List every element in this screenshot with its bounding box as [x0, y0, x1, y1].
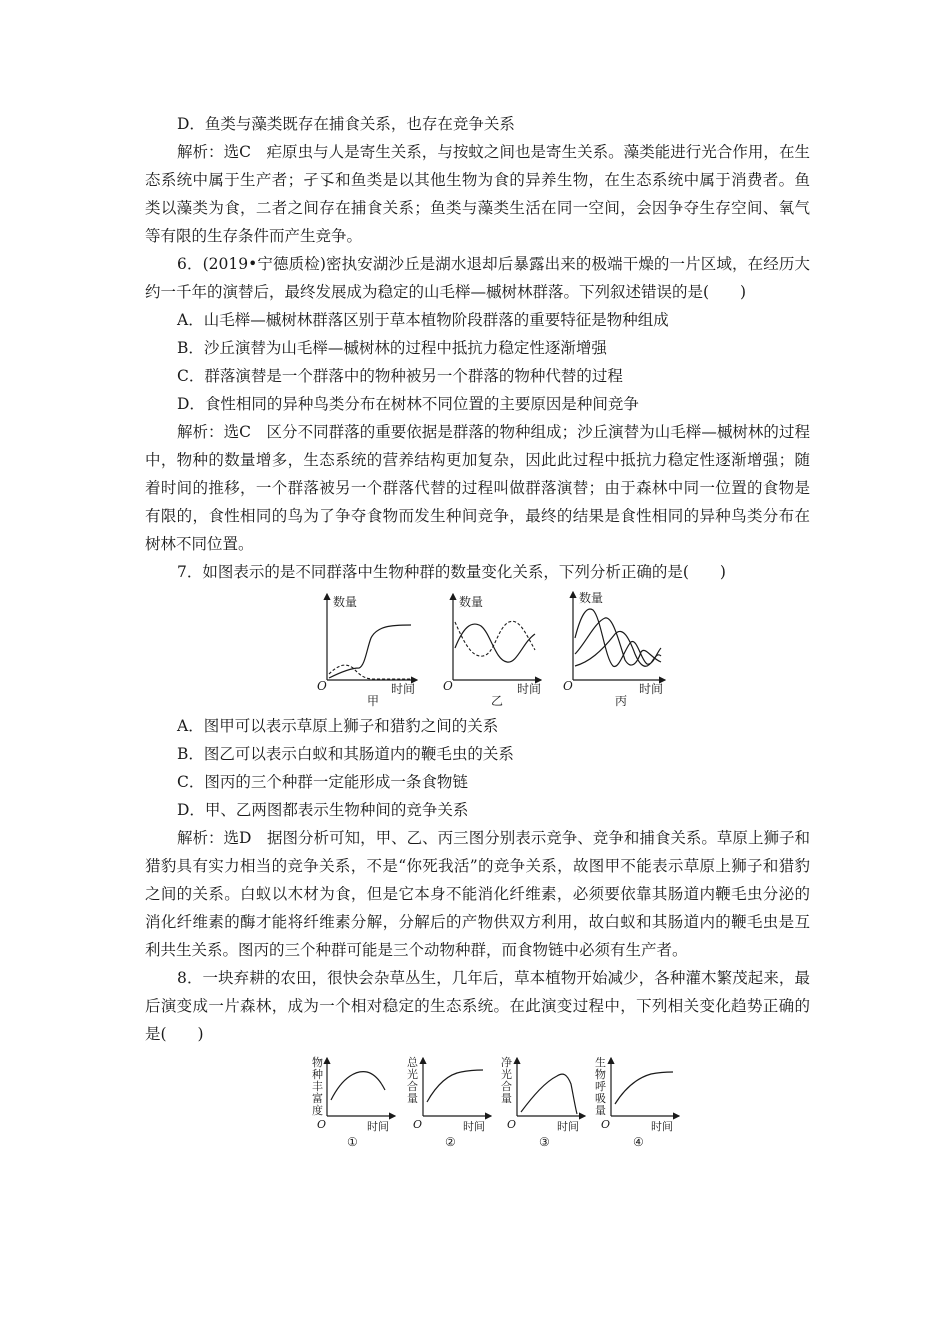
q8-p2-origin: O: [413, 1118, 423, 1131]
q8-p1-origin: O: [317, 1118, 327, 1131]
q7-option-d: D．甲、乙两图都表示生物种间的竞争关系: [177, 801, 469, 819]
q8-p2-caption: ②: [445, 1135, 456, 1149]
q7-jia-caption: 甲: [367, 694, 380, 708]
q7-yi-ylabel: 数量: [459, 595, 484, 609]
q8-panel-4: [595, 1055, 679, 1149]
q7-bing-caption: 丙: [615, 694, 628, 708]
q8-p3-ylabel-2: 光: [501, 1068, 512, 1081]
q7-bing-curve-2: [575, 618, 661, 665]
q8-p4-ylabel-5: 量: [595, 1104, 606, 1117]
q8-p2-ylabel-2: 光: [407, 1068, 418, 1081]
q8-p4-ylabel-2: 物: [595, 1068, 606, 1081]
q7-bing-origin: O: [563, 679, 573, 693]
q8-panel-2: [407, 1056, 491, 1149]
q6-option-c: C．群落演替是一个群落中的物种被另一个群落的物种代替的过程: [177, 367, 623, 385]
q8-p1-ylabel-3: 丰: [312, 1080, 323, 1093]
q7-figure-svg: [145, 588, 810, 708]
q7-jia-origin: O: [317, 679, 327, 693]
q7-yi-origin: O: [443, 679, 453, 693]
q6-option-d: D．食性相同的异种鸟类分布在树林不同位置的主要原因是种间竞争: [177, 395, 639, 413]
q7-jia-curve-solid: [329, 625, 411, 678]
q8-p1-ylabel-5: 度: [312, 1104, 323, 1117]
q8-p1-ylabel-1: 物: [312, 1056, 323, 1069]
q7-bing-xlabel: 时间: [639, 682, 664, 696]
q8-p3-ylabel-3: 合: [501, 1080, 512, 1093]
q8-p3-ylabel-1: 净: [501, 1056, 512, 1069]
q8-p4-ylabel-1: 生: [595, 1056, 606, 1069]
q6-stem: 6．(2019•宁德质检)密执安湖沙丘是湖水退却后暴露出来的极端干燥的一片区域，在经历大约一千年的演替后，最终发展成为稳定的山毛榉—槭树林群落。下列叙述错误的是( ): [145, 255, 810, 301]
q6-analysis: 解析：选C 区分不同群落的重要依据是群落的物种组成；沙丘演替为山毛榉—槭树林的过程中，物种的数量增多，生态系统的营养结构更加复杂，因此此过程中抵抗力稳定性逐渐增强；随着时间的推移，一个群落被另一个群落代替的过程叫做群落演替；由于森林中同一位置的食物是有限的，食性相同的鸟为了争夺食物而发生种间竞争，最终的结果是食性相同的异种鸟类分布在树林不同位置。: [145, 423, 810, 553]
q5-option-d: D．鱼类与藻类既存在捕食关系，也存在竞争关系: [177, 115, 515, 133]
q8-panel-3: [501, 1055, 585, 1149]
q8-p2-curve: [427, 1070, 483, 1102]
q8-p1-xlabel: 时间: [367, 1120, 389, 1133]
q8-panel-1: [312, 1055, 395, 1149]
q8-p4-ylabel-3: 呼: [595, 1080, 606, 1093]
q7-jia-ylabel: 数量: [333, 595, 358, 609]
q7-option-c: C．图丙的三个种群一定能形成一条食物链: [177, 773, 468, 791]
q7-panel-bing: [563, 590, 665, 708]
q8-p3-xlabel: 时间: [557, 1120, 579, 1133]
q8-p3-ylabel-4: 量: [501, 1092, 512, 1105]
q7-panel-yi: [443, 594, 541, 708]
q6-option-b: B．沙丘演替为山毛榉—槭树林的过程中抵抗力稳定性逐渐增强: [177, 339, 607, 357]
q7-option-a: A．图甲可以表示草原上狮子和猎豹之间的关系: [177, 717, 499, 735]
document-page: [145, 110, 810, 1156]
q8-figure-svg: [145, 1054, 810, 1152]
q7-analysis: 解析：选D 据图分析可知，甲、乙、丙三图分别表示竞争、竞争和捕食关系。草原上狮子和猎豹具有实力相当的竞争关系，不是“你死我活”的竞争关系，故图甲不能表示草原上狮子和猎豹之间的关系。白蚁以木材为食，但是它本身不能消化纤维素，必须要依靠其肠道内鞭毛虫分泌的消化纤维素的酶才能将纤维素分解，分解后的产物供双方利用，故白蚁和其肠道内的鞭毛虫是互利共生关系。图丙的三个种群可能是三个动物种群，而食物链中必须有生产者。: [145, 829, 810, 959]
q7-bing-ylabel: 数量: [579, 591, 604, 605]
q8-p4-curve: [615, 1072, 673, 1104]
q7-yi-caption: 乙: [491, 694, 504, 708]
q6-option-a: A．山毛榉—槭树林群落区别于草本植物阶段群落的重要特征是物种组成: [177, 311, 669, 329]
q8-p4-ylabel-4: 吸: [595, 1092, 606, 1105]
q8-p2-ylabel-4: 量: [407, 1092, 418, 1105]
q7-figure: [145, 588, 810, 708]
q7-stem: 7．如图表示的是不同群落中生物种群的数量变化关系，下列分析正确的是( ): [177, 563, 726, 581]
q7-jia-xlabel: 时间: [391, 682, 416, 696]
q7-panel-jia: [317, 594, 417, 708]
q8-p1-caption: ①: [347, 1135, 358, 1149]
q8-p4-caption: ④: [633, 1135, 644, 1149]
q8-p3-caption: ③: [539, 1135, 550, 1149]
q7-yi-xlabel: 时间: [517, 682, 542, 696]
q7-option-b: B．图乙可以表示白蚁和其肠道内的鞭毛虫的关系: [177, 745, 514, 763]
q8-p4-origin: O: [601, 1118, 611, 1131]
q5-analysis: 解析：选C 疟原虫与人是寄生关系，与按蚊之间也是寄生关系。藻类能进行光合作用，在生态系统中属于生产者；孑孓和鱼类是以其他生物为食的异养生物，在生态系统中属于消费者。鱼类以藻类为食，二者之间存在捕食关系；鱼类与藻类生活在同一空间，会因争夺生存空间、氧气等有限的生存条件而产生竞争。: [145, 143, 810, 245]
q8-p2-ylabel-3: 合: [407, 1080, 418, 1093]
q8-p3-origin: O: [507, 1118, 517, 1131]
q8-p1-curve: [331, 1072, 385, 1100]
q8-stem: 8．一块弃耕的农田，很快会杂草丛生，几年后，草本植物开始减少，各种灌木繁茂起来，最后演变成一片森林，成为一个相对稳定的生态系统。在此演变过程中，下列相关变化趋势正确的是( ): [145, 969, 810, 1043]
q8-p1-ylabel-4: 富: [312, 1092, 323, 1105]
q8-p2-ylabel-1: 总: [407, 1056, 418, 1069]
q8-p3-curve: [521, 1074, 577, 1114]
q7-yi-curve-solid: [455, 624, 535, 662]
q8-p1-ylabel-2: 种: [312, 1068, 323, 1081]
q8-p4-xlabel: 时间: [651, 1120, 673, 1133]
q8-figure: [145, 1054, 810, 1152]
q8-p2-xlabel: 时间: [463, 1120, 485, 1133]
